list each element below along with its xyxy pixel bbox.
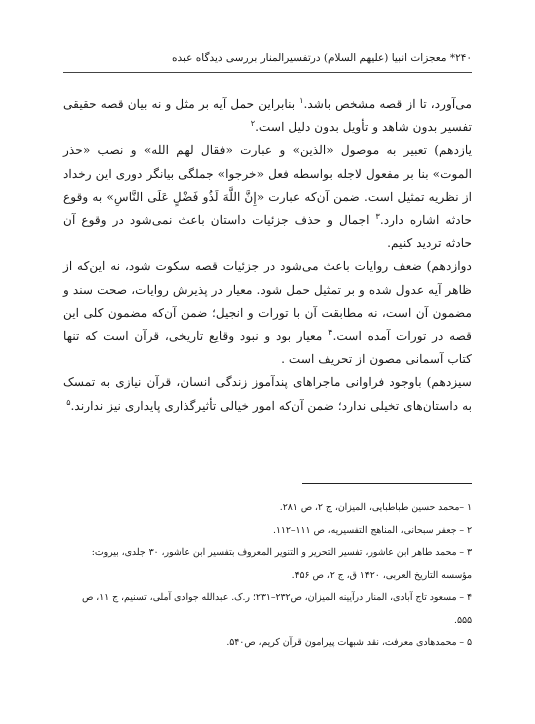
- paragraph-text: بنابراین حمل آیه بر مثل و نه بیان قصه حقیقی تفسیر بدون شاهد و تأویل بدون دلیل است.: [63, 97, 472, 135]
- footnote: ۱ –محمد حسین طباطبایی، المیزان، ج ۲، ص ۲۸۱.: [279, 502, 472, 513]
- footnote: ۲ – جعفر سبحانی، المناهج التفسیریه، ص ۱۱۱–۱۱۲.: [272, 524, 472, 536]
- paragraph-text: سیزدهم) باوجود فراوانی ماجراهای پندآموز زندگی انسان، قرآن نیازی به تمسک به داستان‌های تخیلی ندارد؛ ضمن آن‌که امور خیالی تأثیرگذاری پایداری نیز ندارند.: [63, 375, 472, 413]
- page-number: ۲۴۰: [455, 52, 472, 64]
- header-separator: *: [449, 52, 456, 64]
- paragraph: [63, 371, 472, 417]
- running-title: معجزات انبیا (علیهم السلام) درتفسیرالمنار بررسی دیدگاه عبده: [171, 52, 447, 64]
- footnote-ref: ۵: [66, 397, 71, 407]
- footnote: ۵ – محمدهادی معرفت، نقد شبهات پیرامون قرآن کریم، ص۵۴۰.: [226, 637, 472, 648]
- footnote-ref: ۱: [299, 95, 304, 105]
- footnote: ۳ – محمد طاهر ابن عاشور، تفسیر التحریر و التنویر المعروف بتفسیر ابن عاشور، ۳۰ جلدی، بیروت: مؤسسه التاریخ العربی، ۱۴۲۰ ق، ج ۲، ص ۴۵۶.: [91, 547, 472, 581]
- paragraph: [63, 255, 472, 371]
- paragraph-text: یازدهم) تعبیر به موصول «الذین» و عبارت «فقال لهم الله» و نصب «حذر الموت» بنا بر مفعول لاجله بواسطه فعل «خرجوا» جملگی بیانگر دوری این رخداد از نظریه تمثیل است. ضمن آن‌که عبارت «إِنَّ اللَّهَ لَذُو فَضْلٍ عَلَى النَّاسِ» به وقوع حادثه اشاره دارد.: [63, 143, 472, 228]
- running-header: [63, 50, 472, 66]
- header-rule: [63, 72, 472, 73]
- body-text: [63, 93, 472, 418]
- footnote-ref: ۲: [250, 119, 256, 129]
- paragraph-text: معیار بود و نبود وقایع تاریخی، قرآن است که تنها کتاب آسمانی مصون از تحریف است .: [63, 329, 472, 367]
- footnote-rule: [302, 483, 472, 484]
- paragraph-text: دوازدهم) ضعف روایات باعث می‌شود در جزئیات قصه سکوت شود، نه این‌که از ظاهر آیه عدول شده و بر تمثیل حمل شود. معیار در پذیرش روایات، صحت سند و مضمون آن است، نه مطابقت آن با تورات و انجیل؛ ضمن آن‌که مضمون کلی این قصه در تورات آمده است.: [63, 259, 472, 344]
- paragraph-text: اجمال و حذف جزئیات داستان باعث نمی‌شود در وقوع آن حادثه تردید کنیم.: [63, 213, 472, 251]
- footnotes: [63, 497, 472, 655]
- paragraph: [63, 139, 472, 255]
- footnote-ref: ۳: [375, 211, 380, 221]
- footnote-ref: ۴: [328, 327, 333, 337]
- paragraph-text: می‌آورد، تا از قصه مشخص باشد.: [303, 97, 472, 111]
- paragraph: [63, 93, 472, 139]
- footnote: ۴ – مسعود تاج آبادی، المنار درآیینه المیزان، ص۲۳۲–۲۳۱؛ ر.ک. عبدالله جوادی آملی، تسنیم، ج ۱۱، ص ۵۵۵.: [81, 592, 472, 626]
